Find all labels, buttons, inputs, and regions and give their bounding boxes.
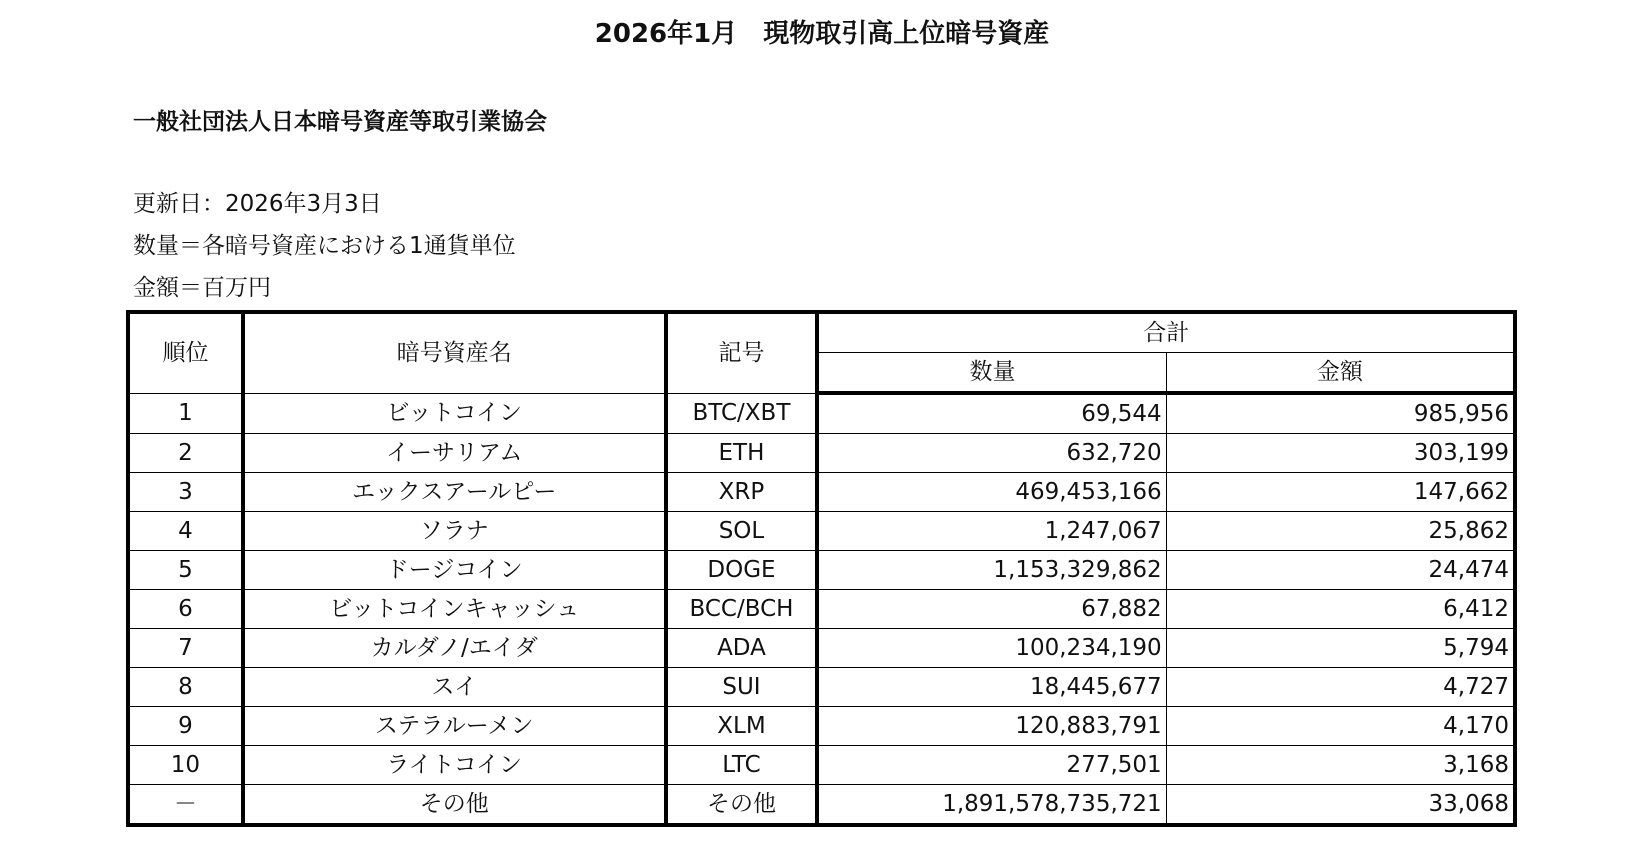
table-header: [128, 312, 1515, 393]
cell-amount: 25,862: [1166, 512, 1515, 551]
cell-quantity: 1,247,067: [817, 512, 1166, 551]
table-row: [128, 393, 1515, 434]
cell-quantity: 69,544: [817, 393, 1166, 434]
cell-amount: 24,474: [1166, 551, 1515, 590]
cell-symbol: XLM: [666, 707, 818, 746]
header-symbol: 記号: [666, 312, 818, 393]
header-quantity: 数量: [817, 353, 1166, 394]
cell-symbol: SUI: [666, 668, 818, 707]
cell-quantity: 632,720: [817, 434, 1166, 473]
table-row: [128, 707, 1515, 746]
updated-date: 更新日：2026年3月3日: [133, 191, 382, 217]
cell-rank: 8: [128, 668, 243, 707]
cell-quantity: 469,453,166: [817, 473, 1166, 512]
table-row: [128, 473, 1515, 512]
cell-name: エックスアールピー: [243, 473, 666, 512]
header-rank: 順位: [128, 312, 243, 393]
cell-symbol: DOGE: [666, 551, 818, 590]
cell-quantity: 1,153,329,862: [817, 551, 1166, 590]
header-name: 暗号資産名: [243, 312, 666, 393]
cell-rank: 1: [128, 393, 243, 434]
cell-amount: 303,199: [1166, 434, 1515, 473]
cell-rank: 7: [128, 629, 243, 668]
cell-symbol: その他: [666, 785, 818, 826]
cell-rank: 6: [128, 590, 243, 629]
cell-name: ライトコイン: [243, 746, 666, 785]
header-amount: 金額: [1166, 353, 1515, 394]
table-row: [128, 434, 1515, 473]
cell-rank: 3: [128, 473, 243, 512]
cell-quantity: 18,445,677: [817, 668, 1166, 707]
cell-name: ビットコイン: [243, 393, 666, 434]
quantity-note: 数量＝各暗号資産における1通貨単位: [133, 233, 516, 259]
cell-name: ソラナ: [243, 512, 666, 551]
cell-symbol: BCC/BCH: [666, 590, 818, 629]
cell-name: その他: [243, 785, 666, 826]
cell-symbol: LTC: [666, 746, 818, 785]
cell-rank: 9: [128, 707, 243, 746]
header-total: 合計: [817, 312, 1515, 353]
table-row: [128, 629, 1515, 668]
cell-quantity: 277,501: [817, 746, 1166, 785]
cell-rank: 10: [128, 746, 243, 785]
cell-symbol: BTC/XBT: [666, 393, 818, 434]
cell-name: カルダノ/エイダ: [243, 629, 666, 668]
cell-amount: 6,412: [1166, 590, 1515, 629]
cell-quantity: 1,891,578,735,721: [817, 785, 1166, 826]
cell-name: ステラルーメン: [243, 707, 666, 746]
ranking-table: [126, 310, 1517, 827]
cell-amount: 33,068: [1166, 785, 1515, 826]
cell-quantity: 100,234,190: [817, 629, 1166, 668]
cell-rank: 5: [128, 551, 243, 590]
cell-amount: 4,170: [1166, 707, 1515, 746]
table-row: [128, 746, 1515, 785]
table-row: [128, 668, 1515, 707]
page-title: 2026年1月 現物取引高上位暗号資産: [594, 19, 1050, 49]
table-row: [128, 551, 1515, 590]
cell-symbol: ETH: [666, 434, 818, 473]
organization-name: 一般社団法人日本暗号資産等取引業協会: [133, 109, 547, 135]
cell-quantity: 67,882: [817, 590, 1166, 629]
amount-note: 金額＝百万円: [133, 275, 271, 301]
cell-name: ドージコイン: [243, 551, 666, 590]
cell-symbol: XRP: [666, 473, 818, 512]
cell-amount: 3,168: [1166, 746, 1515, 785]
cell-name: スイ: [243, 668, 666, 707]
table-row: [128, 590, 1515, 629]
cell-name: イーサリアム: [243, 434, 666, 473]
cell-rank: 4: [128, 512, 243, 551]
cell-symbol: ADA: [666, 629, 818, 668]
cell-symbol: SOL: [666, 512, 818, 551]
cell-name: ビットコインキャッシュ: [243, 590, 666, 629]
cell-amount: 985,956: [1166, 393, 1515, 434]
table-body: [128, 393, 1515, 825]
cell-amount: 147,662: [1166, 473, 1515, 512]
cell-amount: 4,727: [1166, 668, 1515, 707]
cell-amount: 5,794: [1166, 629, 1515, 668]
cell-quantity: 120,883,791: [817, 707, 1166, 746]
table-row: [128, 512, 1515, 551]
cell-rank: －: [128, 785, 243, 826]
table-row: [128, 785, 1515, 826]
cell-rank: 2: [128, 434, 243, 473]
